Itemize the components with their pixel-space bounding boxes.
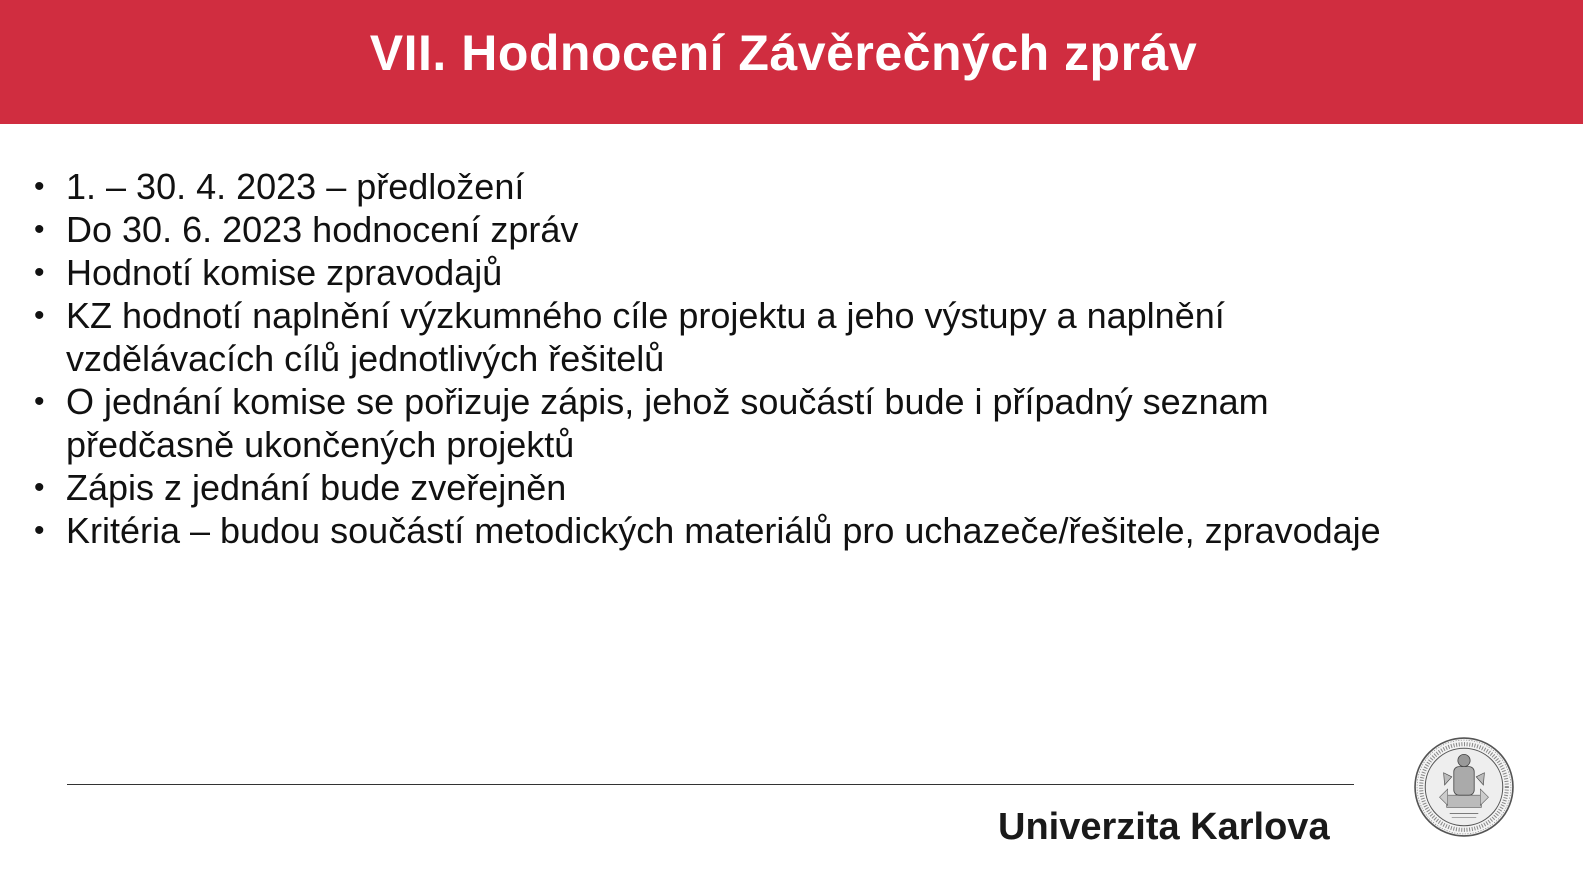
bullet-text: Do 30. 6. 2023 hodnocení zpráv (66, 209, 579, 250)
title-bar (0, 0, 1583, 124)
bullet-icon: • (34, 514, 45, 547)
slide-title: VII. Hodnocení Závěrečných zpráv (369, 25, 1198, 81)
bullet-item (34, 294, 1434, 380)
bullet-icon: • (34, 213, 45, 246)
university-name: Univerzita Karlova (998, 806, 1330, 848)
university-seal-icon (1413, 736, 1515, 838)
bullet-text: Zápis z jednání bude zveřejněn (66, 467, 567, 508)
bullet-item (34, 509, 1434, 552)
bullet-item (34, 208, 1434, 251)
bullet-item (34, 251, 1434, 294)
bullet-text: Hodnotí komise zpravodajů (66, 252, 503, 293)
footer-divider (67, 784, 1354, 785)
bullet-icon: • (34, 299, 45, 332)
bullet-list (34, 165, 1434, 552)
bullet-icon: • (34, 256, 45, 289)
bullet-item (34, 380, 1434, 466)
bullet-text: 1. – 30. 4. 2023 – předložení (66, 166, 525, 207)
bullet-item (34, 466, 1434, 509)
bullet-text: O jednání komise se pořizuje zápis, jehož součástí bude i případný seznam předčasně ukončených projektů (66, 381, 1269, 465)
bullet-icon: • (34, 471, 45, 504)
bullet-icon: • (34, 385, 45, 418)
bullet-text: Kritéria – budou součástí metodických materiálů pro uchazeče/řešitele, zpravodaje (66, 510, 1381, 551)
bullet-text: KZ hodnotí naplnění výzkumného cíle projektu a jeho výstupy a naplnění vzdělávacích cílů jednotlivých řešitelů (66, 295, 1225, 379)
bullet-icon: • (34, 170, 45, 203)
bullet-item (34, 165, 1434, 208)
slide-content (34, 165, 1434, 552)
